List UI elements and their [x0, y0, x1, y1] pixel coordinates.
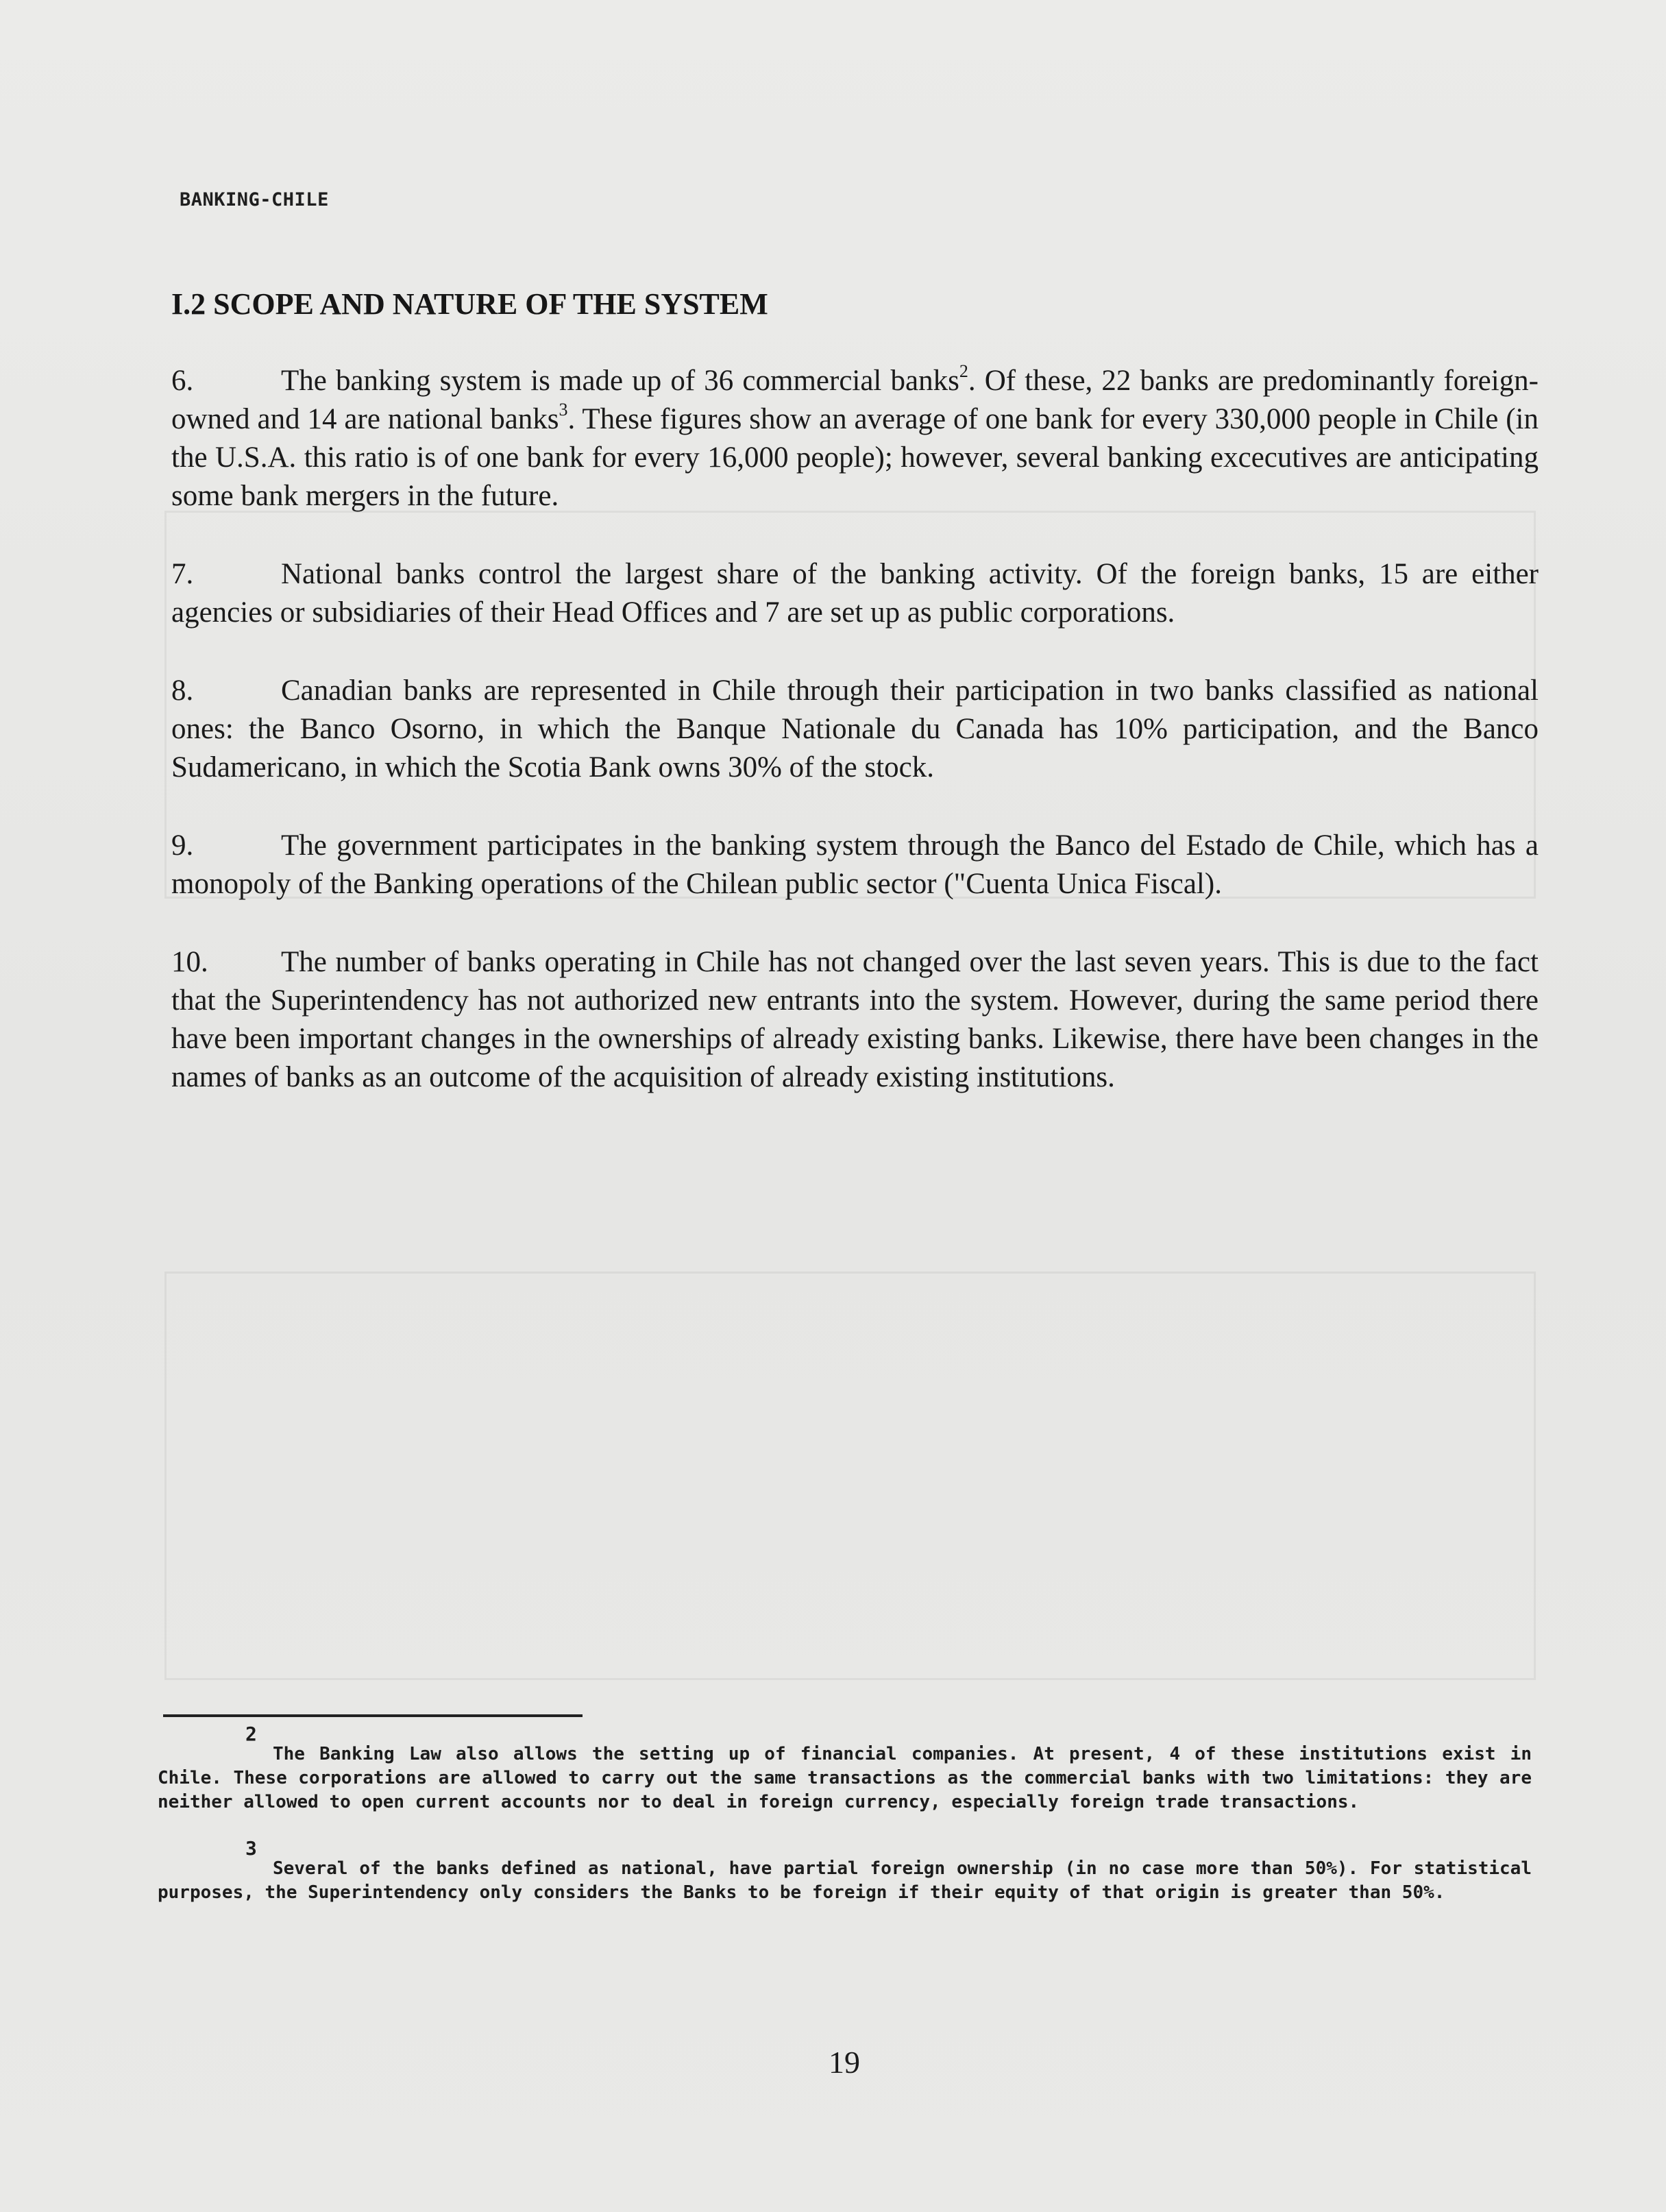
section-title: I.2 SCOPE AND NATURE OF THE SYSTEM: [171, 287, 768, 321]
paragraph-number: 10.: [171, 946, 208, 978]
paragraph-7: [171, 555, 1539, 632]
footnote-text: Several of the banks defined as national, have partial foreign ownership (in no case more than 50%). For statistical purposes, the Superintendency only considers the Banks to be foreign if their equity of that origin is greater than 50%.: [158, 1858, 1532, 1903]
paragraph-text: National banks control the largest share of the banking activity. Of the foreign banks, 15 are either agencies or subsidiaries of their Head Offices and 7 are set up as public corporations.: [171, 558, 1539, 629]
running-head: BANKING-CHILE: [180, 189, 329, 210]
footnotes: [158, 1723, 1532, 1939]
footnote-3: [158, 1837, 1532, 1905]
footnote-text: The Banking Law also allows the setting up of financial companies. At present, 4 of these institutions exist in Chile. These corporations are allowed to carry out the same transactions as the commercial banks with two limitations: they are neither allowed to open current accounts nor to deal in foreign currency, especially foreign trade transactions.: [158, 1744, 1532, 1812]
paragraph-number: 9.: [171, 829, 194, 862]
paragraph-text: Canadian banks are represented in Chile through their participation in two banks classified as national ones: the Banco Osorno, in which the Banque Nationale du Canada has 10% participation, and the Banco Sudamericano, in which the Scotia Bank owns 30% of the stock.: [171, 674, 1539, 783]
paragraph-text: The government participates in the banking system through the Banco del Estado de Chile, which has a monopoly of the Banking operations of the Chilean public sector ("Cuenta Unica Fiscal).: [171, 829, 1539, 900]
body-text: [171, 362, 1539, 1137]
show-through-table-bottom: [164, 1272, 1536, 1680]
paragraph-text: . These figures show an average of one bank for every 330,000 people in Chile (in the U.S.A. this ratio is of one bank for every 16,000 people); however, several banking excecutives are anticipating some bank mergers in the future.: [171, 403, 1539, 512]
paragraph-text: The banking system is made up of 36 commercial banks: [281, 365, 959, 397]
footnote-ref-3[interactable]: 3: [559, 399, 568, 420]
paragraph-8: [171, 672, 1539, 787]
paragraph-number: 6.: [171, 365, 194, 397]
paragraph-6: [171, 362, 1539, 515]
paragraph-number: 7.: [171, 558, 194, 590]
paragraph-9: [171, 827, 1539, 903]
footnote-mark: 3: [245, 1837, 257, 1860]
footnote-mark: 2: [245, 1723, 257, 1745]
page-number: 19: [829, 2045, 860, 2080]
paragraph-text: The number of banks operating in Chile has not changed over the last seven years. This is due to the fact that the Superintendency has not authorized new entrants into the system. However, during the same period there have been important changes in the ownerships of already existing banks. Likewise, there have been changes in the names of banks as an outcome of the acquisition of already existing institutions.: [171, 946, 1539, 1093]
footnote-2: [158, 1723, 1532, 1814]
footnote-ref-2[interactable]: 2: [959, 361, 968, 381]
paragraph-10: [171, 943, 1539, 1097]
footnote-divider: [163, 1714, 583, 1717]
paragraph-number: 8.: [171, 674, 194, 707]
paragraph-text: . Of these, 22 banks are predominantly foreign-owned and 14 are national banks: [171, 365, 1539, 435]
